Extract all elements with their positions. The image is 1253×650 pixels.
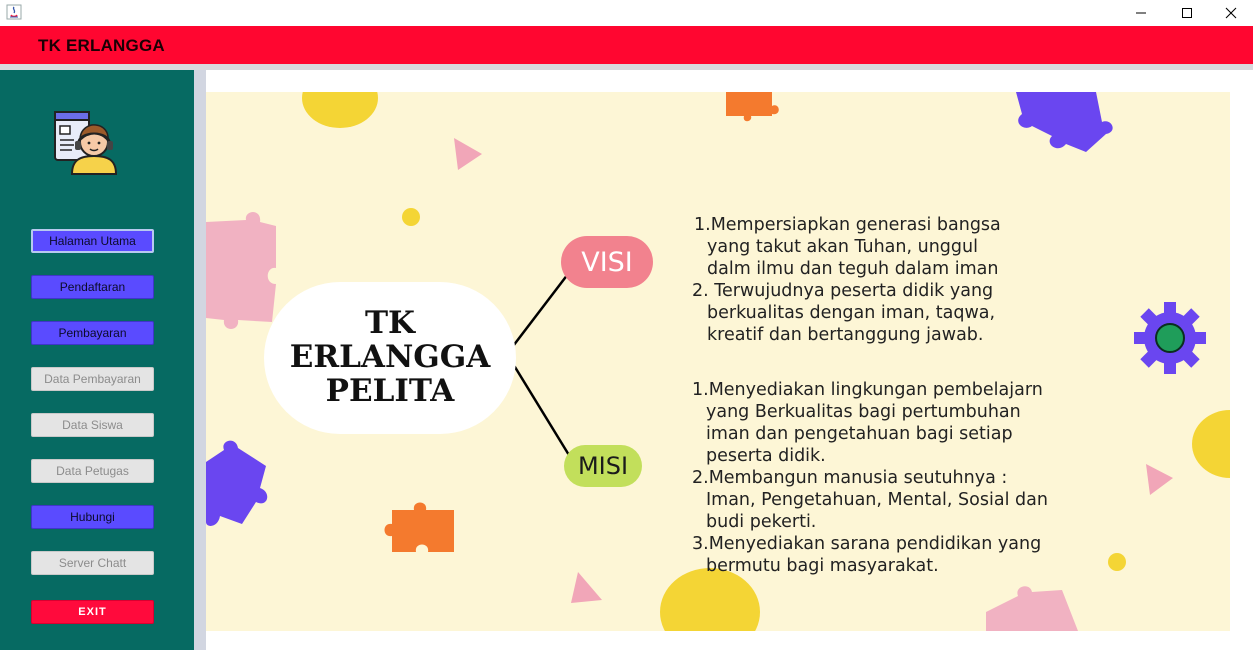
misi-line: budi pekerti. <box>706 512 817 532</box>
sidebar-item-pendaftaran[interactable]: Pendaftaran <box>31 275 154 299</box>
visi-line: 1.Mempersiapkan generasi bangsa <box>694 215 1001 235</box>
misi-line: Iman, Pengetahuan, Mental, Sosial dan <box>706 490 1048 510</box>
visi-text <box>694 214 1001 346</box>
close-icon <box>1225 7 1237 19</box>
misi-line: 1.Menyediakan lingkungan pembelajarn <box>692 380 1043 400</box>
title-line: TK <box>364 305 415 341</box>
sidebar-item-halaman-utama[interactable]: Halaman Utama <box>31 229 154 253</box>
sidebar-item-data-petugas[interactable]: Data Petugas <box>31 459 154 483</box>
minimize-icon <box>1135 7 1147 19</box>
title-line: ERLANGGA <box>289 339 491 375</box>
customer-service-icon <box>50 108 120 178</box>
sidebar-divider <box>194 70 206 650</box>
window-titlebar <box>0 0 1253 26</box>
visi-line: kreatif dan bertanggung jawab. <box>707 325 984 345</box>
title-line: PELITA <box>325 373 455 409</box>
visi-label: VISI <box>561 236 653 288</box>
minimize-button[interactable] <box>1118 0 1164 26</box>
maximize-button[interactable] <box>1164 0 1210 26</box>
java-app-icon <box>6 4 22 20</box>
sidebar-item-hubungi[interactable]: Hubungi <box>31 505 154 529</box>
school-name-title <box>264 306 516 408</box>
visi-misi-poster <box>206 92 1230 631</box>
close-button[interactable] <box>1208 0 1253 26</box>
sidebar-item-pembayaran[interactable]: Pembayaran <box>31 321 154 345</box>
misi-line: peserta didik. <box>706 446 826 466</box>
visi-line: berkualitas dengan iman, taqwa, <box>707 303 996 323</box>
misi-line: 2.Membangun manusia seutuhnya : <box>692 468 1008 488</box>
visi-line: yang takut akan Tuhan, unggul <box>707 237 978 257</box>
exit-button[interactable]: EXIT <box>31 600 154 624</box>
sidebar-item-server-chatt[interactable]: Server Chatt <box>31 551 154 575</box>
sidebar-item-data-siswa[interactable]: Data Siswa <box>31 413 154 437</box>
sidebar-item-data-pembayaran[interactable]: Data Pembayaran <box>31 367 154 391</box>
app-header <box>0 26 1253 64</box>
misi-text <box>692 379 1048 577</box>
misi-line: iman dan pengetahuan bagi setiap <box>706 424 1013 444</box>
misi-line: yang Berkualitas bagi pertumbuhan <box>706 402 1021 422</box>
misi-line: 3.Menyediakan sarana pendidikan yang <box>692 534 1042 554</box>
maximize-icon <box>1181 7 1193 19</box>
misi-label: MISI <box>564 445 642 487</box>
misi-line: bermutu bagi masyarakat. <box>706 556 939 576</box>
visi-line: dalm ilmu dan teguh dalam iman <box>707 259 999 279</box>
visi-line: 2. Terwujudnya peserta didik yang <box>692 281 994 301</box>
app-title: TK ERLANGGA <box>38 36 165 55</box>
